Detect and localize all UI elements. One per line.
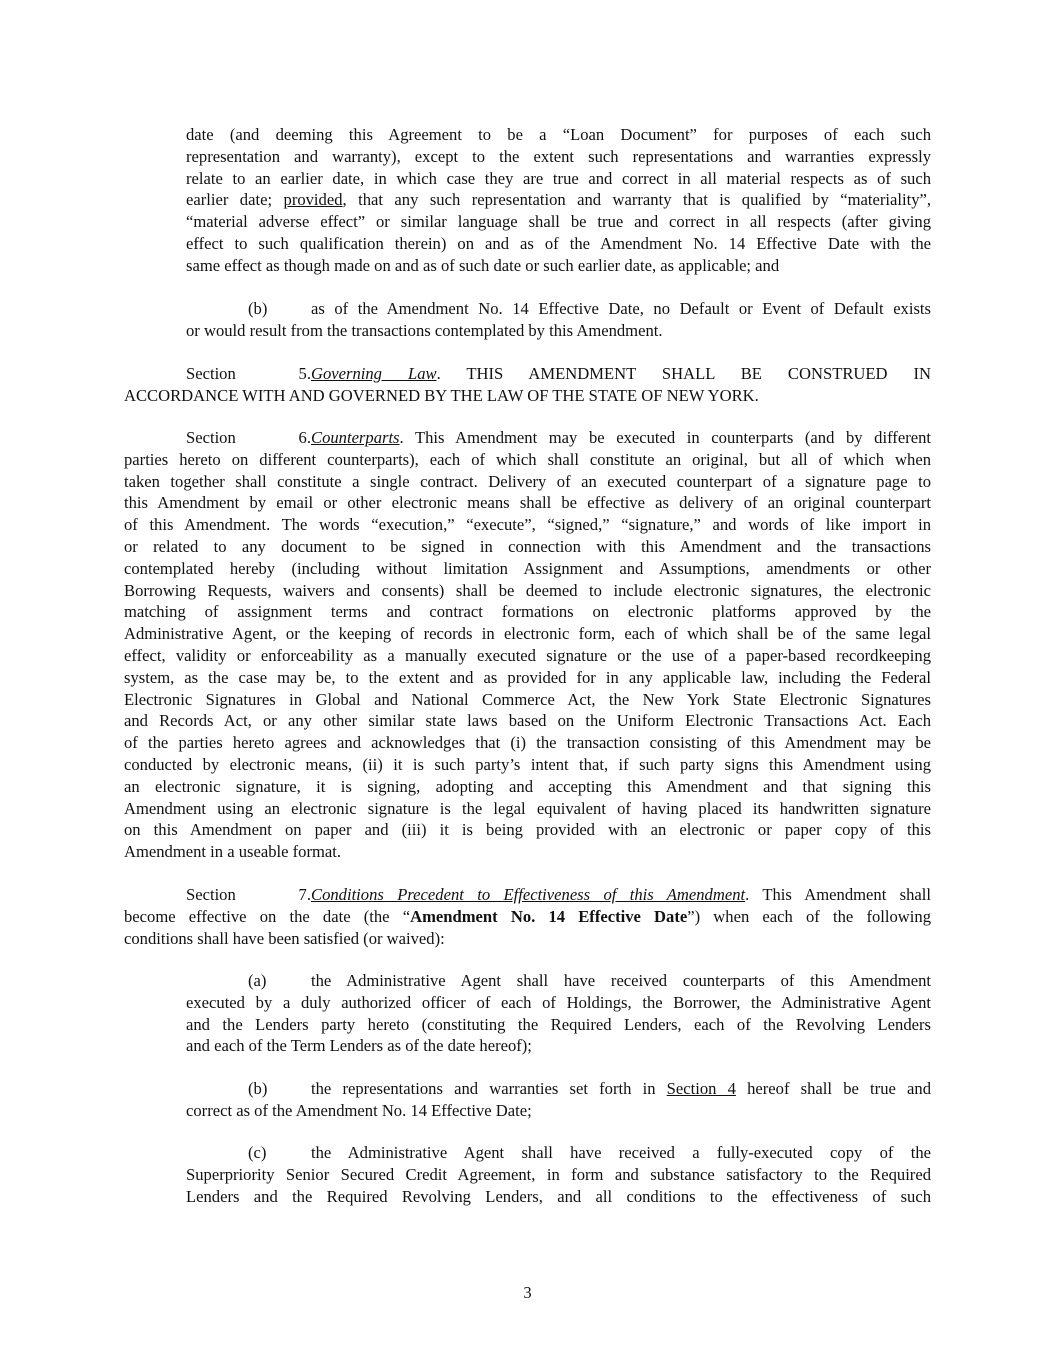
text-line — [186, 1142, 931, 1164]
section-heading: Counterparts — [311, 428, 400, 447]
text-line: or would result from the transactions contemplated by this Amendment. — [186, 320, 663, 340]
text-line: parties hereto on different counterparts), each of which shall constitute an original, but all of which when — [124, 449, 931, 469]
section-5-paragraph — [124, 363, 931, 407]
text-run: earlier date; — [186, 190, 284, 210]
text-line: and each of the Term Lenders as of the date hereof); — [186, 1036, 532, 1056]
text-run: the representations and warranties set forth in — [311, 1079, 667, 1098]
clause-7a-paragraph — [186, 970, 931, 1057]
text-line: Electronic Signatures in Global and National Commerce Act, the New York State Electronic Signatures — [124, 689, 931, 709]
text-line: of the parties hereto agrees and acknowledges that (i) the transaction consisting of this Amendment may be — [124, 733, 931, 753]
text-line: representation and warranty), except to the extent such representations and warranties expressly — [186, 146, 931, 166]
text-line: executed by a duly authorized officer of each of Holdings, the Borrower, the Administrative Agent — [186, 992, 931, 1012]
text-line — [186, 298, 931, 320]
clause-7b-paragraph — [186, 1078, 931, 1122]
text-line: Administrative Agent, or the keeping of records in electronic form, each of which shall be of the same legal — [124, 624, 931, 644]
section-heading: Conditions Precedent to Effectiveness of this Amendment — [311, 885, 746, 904]
text-line: or related to any document to be signed in connection with this Amendment and the transactions — [124, 536, 931, 556]
text-line: ACCORDANCE WITH AND GOVERNED BY THE LAW OF THE STATE OF NEW YORK. — [124, 385, 759, 405]
text-line: taken together shall constitute a single contract. Delivery of an executed counterpart of a signature page to — [124, 471, 931, 491]
text-line — [124, 427, 931, 449]
text-line: and Records Act, or any other similar state laws based on the Uniform Electronic Transactions Act. Each — [124, 711, 931, 731]
text-line — [186, 189, 931, 211]
text-run: . This Amendment may be executed in counterparts (and by different — [399, 428, 931, 447]
representation-continuation-paragraph — [186, 124, 931, 277]
section-6-paragraph — [124, 427, 931, 863]
defined-term: Amendment No. 14 Effective Date — [410, 906, 688, 926]
section-4-reference: Section 4 — [666, 1079, 736, 1098]
clause-label: (b) — [248, 1079, 268, 1098]
section-label: Section 7. — [186, 885, 311, 904]
provided-term: provided — [283, 190, 343, 210]
text-line: system, as the case may be, to the extent and as provided for in any applicable law, including the Federal — [124, 667, 931, 687]
text-line: Lenders and the Required Revolving Lenders, and all conditions to the effectiveness of such — [186, 1186, 931, 1206]
text-line: contemplated hereby (including without limitation Assignment and Assumptions, amendments or other — [124, 558, 931, 578]
text-run: become effective on the date (the “ — [124, 906, 411, 926]
text-line: Amendment in a useable format. — [124, 842, 342, 862]
text-line — [186, 970, 931, 992]
text-line: matching of assignment terms and contract formations on electronic platforms approved by the — [124, 602, 931, 622]
text-line — [186, 1078, 931, 1100]
text-line: same effect as though made on and as of such date or such earlier date, as applicable; and — [186, 255, 780, 275]
text-line: and the Lenders party hereto (constituting the Required Lenders, each of the Revolving Lenders — [186, 1014, 931, 1034]
text-line: of this Amendment. The words “execution,” “execute”, “signed,” “signature,” and words of like import in — [124, 515, 931, 535]
text-line: conducted by electronic means, (ii) it is such party’s intent that, if such party signs this Amendment using — [124, 754, 931, 774]
text-line: Superpriority Senior Secured Credit Agreement, in form and substance satisfactory to the Required — [186, 1164, 931, 1184]
text-line: relate to an earlier date, in which case they are true and correct in all material respects as of such — [186, 168, 931, 188]
clause-7c-paragraph — [186, 1142, 931, 1207]
text-line — [124, 906, 931, 928]
text-run: hereof shall be true and — [735, 1079, 931, 1098]
text-line — [124, 884, 931, 906]
text-line: correct as of the Amendment No. 14 Effective Date; — [186, 1100, 532, 1120]
text-line: Amendment using an electronic signature is the legal equivalent of having placed its handwritten signature — [124, 798, 931, 818]
text-run: . THIS AMENDMENT SHALL BE CONSTRUED IN — [436, 364, 931, 383]
section-label: Section 6. — [186, 428, 311, 447]
text-run: as of the Amendment No. 14 Effective Date, no Default or Event of Default exists — [311, 299, 931, 318]
text-line: “material adverse effect” or similar language shall be true and correct in all respects (after giving — [186, 212, 931, 232]
clause-label: (c) — [248, 1143, 267, 1162]
clause-label: (b) — [248, 299, 268, 318]
section-heading: Governing Law — [311, 364, 437, 383]
text-line: effect, validity or enforceability as a manually executed signature or the use of a paper-based recordkeeping — [124, 645, 931, 665]
page-number: 3 — [523, 1283, 532, 1302]
text-line: effect to such qualification therein) on and as of the Amendment No. 14 Effective Date with the — [186, 233, 931, 253]
text-line: this Amendment by email or other electronic means shall be effective as delivery of an original counterpart — [124, 493, 931, 513]
text-run: the Administrative Agent shall have received counterparts of this Amendment — [311, 971, 931, 990]
section-label: Section 5. — [186, 364, 311, 383]
text-line: on this Amendment on paper and (iii) it is being provided with an electronic or paper copy of this — [124, 820, 931, 840]
text-run: , that any such representation and warranty that is qualified by “materiality”, — [342, 190, 932, 210]
text-line — [124, 363, 931, 385]
text-line: date (and deeming this Agreement to be a “Loan Document” for purposes of each such — [186, 125, 931, 144]
text-line: an electronic signature, it is signing, adopting and accepting this Amendment and that signing this — [124, 776, 931, 796]
section-7-paragraph — [124, 884, 931, 949]
text-run: ”) when each of the following — [687, 906, 931, 926]
clause-label: (a) — [248, 971, 267, 990]
text-run: . This Amendment shall — [745, 885, 932, 904]
text-line: conditions shall have been satisfied (or waived): — [124, 928, 445, 948]
text-line: Borrowing Requests, waivers and consents) shall be deemed to include electronic signatures, the electronic — [124, 580, 931, 600]
clause-4b-paragraph — [186, 298, 931, 342]
text-run: the Administrative Agent shall have received a fully-executed copy of the — [311, 1143, 931, 1162]
